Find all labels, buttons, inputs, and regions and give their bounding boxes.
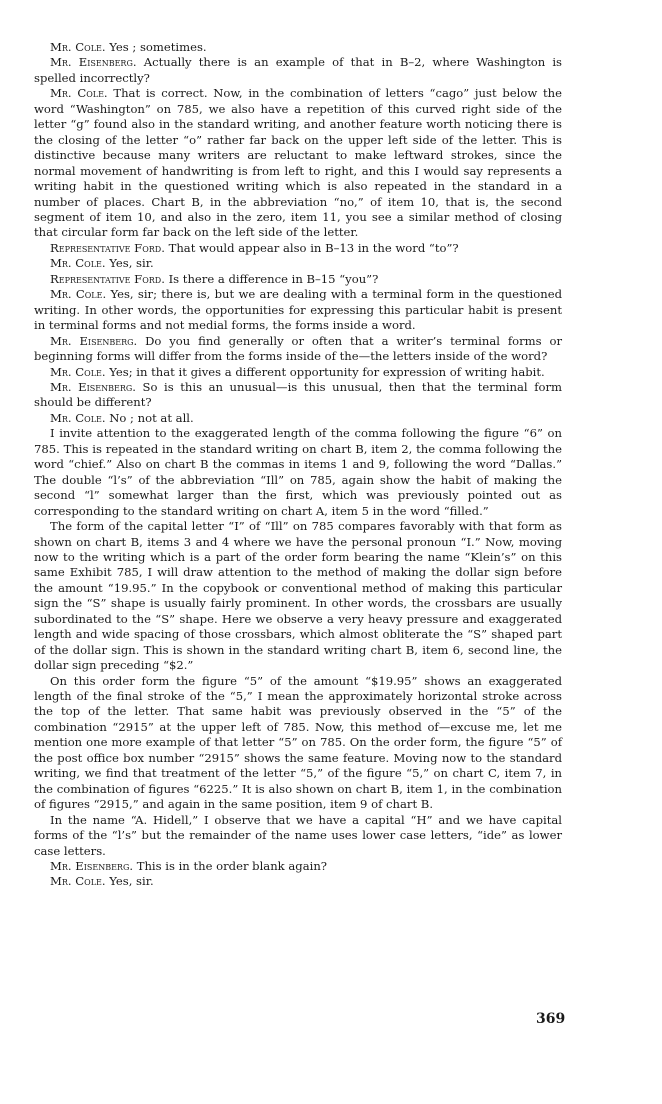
speech: Yes; in that it gives a different opportunity for expression of writing habit.: [105, 364, 545, 379]
paragraph: [34, 674, 562, 813]
speech: No ; not at all.: [105, 410, 194, 425]
speaker: Mr. Cole.: [50, 40, 106, 54]
speech: I invite attention to the exaggerated length of the comma following the figure “6” on 785. This is repeated in the standard writing on chart B, item 2, the comma following the word “chief.” Also on chart B the commas in items 1 and 9, following the word “Dallas.” The double “l’s” of the abbreviation “Ill” on 785, again show the habit of making the second “l” somewhat larger than the first, which was previously pointed out as corresponding to the standard writing on chart A, item 5 in the word “filled.”: [34, 426, 562, 518]
speech: Yes, sir.: [105, 874, 154, 889]
paragraph: [34, 411, 562, 426]
speaker: Mr. Eisenberg.: [50, 379, 136, 394]
speech: Actually there is an example of that in B–2, where Washington is spelled incorrectly?: [34, 55, 563, 85]
paragraph: [34, 334, 562, 365]
paragraph: [34, 426, 562, 519]
paragraph: [34, 874, 562, 889]
page-number: 369: [536, 1011, 566, 1027]
paragraph: [34, 272, 562, 287]
speech: Yes, sir.: [105, 256, 154, 271]
speaker: Mr. Cole.: [50, 287, 107, 302]
speaker: Mr. Cole.: [50, 86, 108, 101]
speaker: Mr. Cole.: [50, 410, 106, 425]
speech: Yes ; sometimes.: [105, 40, 207, 54]
speech: On this order form the figure “5” of the amount “$19.95” shows an exaggerated length of the final stroke of the “5,” I mean the approximately horizontal stroke across the top of the letter. That same habit was previously observed in the “5” of the combination “2915” at the upper left of 785. Now, this method of—excuse me, let me mention one more example of that letter “5” on 785. On the order form, the figure “5” of the post office box number “2915” shows the same feature. Moving now to the standard writing, we find that treatment of the letter “5,” of the figure “5,” on chart C, item 7, in the combination of figures “6225.” It is also shown on chart B, item 1, in the combination of figures “2915,” and again in the same position, item 9 of chart B.: [34, 673, 562, 812]
speaker: Mr. Cole.: [50, 364, 106, 379]
speech: Is there a difference in B–15 “you”?: [164, 271, 379, 286]
speech: That would appear also in B–13 in the word “to”?: [164, 240, 459, 255]
paragraph: [34, 519, 562, 674]
speaker: Mr. Cole.: [50, 874, 106, 889]
paragraph: [34, 86, 562, 241]
paragraph: [34, 287, 562, 333]
speech: Do you find generally or often that a writer’s terminal forms or beginning forms will differ from the forms inside of the—the letters inside of the word?: [34, 333, 562, 364]
paragraph: [34, 813, 562, 859]
paragraph: [34, 859, 562, 874]
paragraph: [34, 380, 562, 411]
speech: So is this an unusual—is this unusual, then that the terminal form should be different?: [34, 379, 562, 410]
speaker: Representative Ford.: [50, 240, 165, 255]
paragraph: [34, 55, 562, 86]
testimony-text: [34, 40, 562, 890]
speaker: Mr. Cole.: [50, 256, 106, 271]
speech: In the name “A. Hidell,” I observe that we have a capital “H” and we have capital forms of the “l’s” but the remainder of the name uses lower case letters, “ide” as lower case letters.: [34, 812, 562, 858]
paragraph: [34, 365, 562, 380]
speech: This is in the order blank again?: [133, 859, 328, 874]
speaker: Mr. Eisenberg.: [50, 859, 134, 874]
paragraph: [34, 40, 562, 55]
speech: That is correct. Now, in the combination of letters “cago” just below the word “Washington” on 785, we also have a repetition of this curved right side of the letter “g” found also in the standard writing, and another feature worth noticing there is the closing of the letter “o” rather far back on the upper left side of the letter. This is distinctive because many writers are reluctant to make leftward strokes, since the normal movement of handwriting is from left to right, and this I would say represents a writing habit in the questioned writing which is also repeated in the standard in a number of places. Chart B, in the abbreviation “no,” of item 10, that is, the second segment of item 10, and also in the zero, item 11, you see a similar method of closing that circular form far back on the left side of the letter.: [34, 86, 562, 240]
speaker: Mr. Eisenberg.: [50, 333, 138, 348]
speech: Yes, sir; there is, but we are dealing with a terminal form in the questioned writing. In other words, the opportunities for expressing this particular habit is present in terminal forms and not medial forms, the forms inside a word.: [34, 287, 562, 333]
speech: The form of the capital letter “I” of “Ill” on 785 compares favorably with that form as shown on chart B, items 3 and 4 where we have the personal pronoun “I.” Now, moving now to the writing which is a part of the order form bearing the name “Klein’s” on this same Exhibit 785, I will draw attention to the method of making the dollar sign before the amount “19.95.” In the copybook or conventional method of making this particular sign the “S” shape is usually fairly prominent. In other words, the crossbars are usually subordinated to the “S” shape. Here we observe a very heavy pressure and exaggerated length and wide spacing of those crossbars, which almost obliterate the “S” shaped part of the dollar sign. This is shown in the standard writing chart B, item 6, second line, the dollar sign preceding “$2.”: [34, 519, 562, 673]
speaker: Mr. Eisenberg.: [50, 55, 137, 70]
paragraph: [34, 256, 562, 271]
speaker: Representative Ford.: [50, 271, 165, 286]
paragraph: [34, 241, 562, 256]
